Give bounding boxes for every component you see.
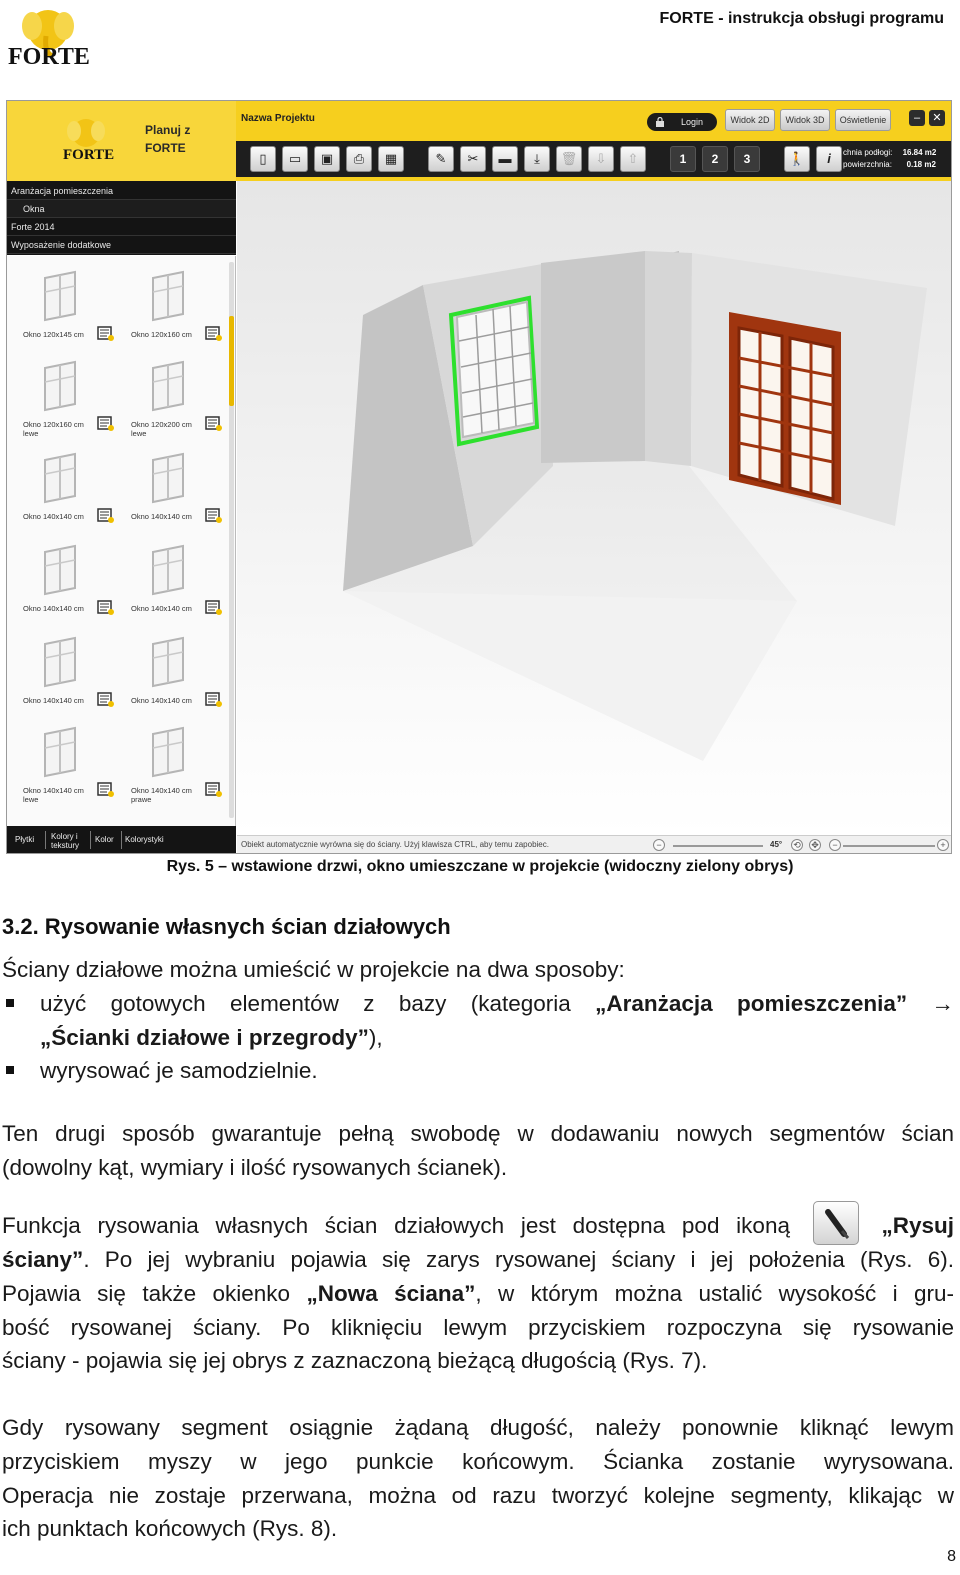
back-wall-mid [645,251,692,466]
catalog-item-variant: lewe [131,429,147,438]
login-label: Login [681,117,704,127]
film-1-icon[interactable]: 1 [670,146,696,172]
statusbar [237,835,952,854]
catalog-item-variant: lewe [23,429,39,438]
import-icon[interactable]: ⇩ [588,146,614,172]
3d-viewport[interactable] [237,181,952,835]
paragraph-3-lead: Funkcja rysowania własnych ścian działowych jest dostępna pod ikoną [2,1213,790,1238]
window-thumbnail-icon [37,360,83,412]
monitor-icon[interactable]: ▬ [492,146,518,172]
window-thumbnail-icon [145,636,191,688]
catalog-item-label [131,512,211,521]
catalog-item-size: Okno 140x140 cm [23,512,84,521]
open-folder-icon[interactable]: ▭ [282,146,308,172]
catalog-item-label [23,786,103,804]
floor-area-value: 16.84 m2 [902,148,937,157]
intro-paragraph: Ściany działowe można umieścić w projekcie na dwa sposoby: [2,957,625,982]
window-thumbnail-icon [37,636,83,688]
item-details-icon[interactable] [205,416,223,432]
film-3-icon[interactable]: 3 [734,146,760,172]
bullet-1-subcategory: „Ścianki działowe i przegrody” [40,1025,369,1050]
bullet-1-line-2 [40,1021,954,1055]
menu-item-windows[interactable]: Okna [7,200,236,218]
catalog-item-label [23,604,103,613]
catalog-item-window[interactable] [15,270,120,360]
catalog-item-label [23,696,103,705]
angle-slider[interactable] [843,845,935,847]
window-thumbnail-icon [145,726,191,778]
catalog-item-size: Okno 120x160 cm [131,330,192,339]
paragraph-3-line-4: bość rysowanej ściany. Po kliknięciu lewym przyciskiem rozpoczyna się rysowanie [2,1315,954,1340]
item-details-icon[interactable] [97,416,115,432]
catalog-item-size: Okno 140x140 cm [23,604,84,613]
new-file-icon[interactable]: ▯ [250,146,276,172]
paragraph-3-line-3 [2,1277,954,1311]
trash-icon[interactable]: 🗑 [556,146,582,172]
catalog-item-window[interactable] [123,270,228,360]
catalog-item-size: Okno 140x140 cm [23,786,84,795]
forte-app-logo [57,115,115,163]
window-thumbnail-icon [37,544,83,596]
tab-separator [45,831,46,849]
close-icon[interactable]: ✕ [929,110,945,126]
page-number: 8 [947,1548,956,1565]
tab-separator [90,831,91,849]
paragraph-3-line-2 [2,1243,954,1277]
floor-area-label: chnia podłogi: [843,148,893,157]
window-thumbnail-icon [37,452,83,504]
zoom-in-icon[interactable]: + [937,839,949,851]
zoom-slider[interactable] [673,845,763,847]
catalog-item-window[interactable] [15,544,120,634]
document-header-title: FORTE - instrukcja obsługi programu [659,10,944,27]
app-brand-text [145,121,190,157]
bottom-tabs [7,826,236,854]
bullet-marker [6,1066,14,1074]
export-icon[interactable]: ⇧ [620,146,646,172]
paragraph-3-line-3-rest: , w którym można ustalić wysokość i gru- [475,1281,954,1306]
catalog-item-variant: lewe [23,795,39,804]
move-icon[interactable]: ✥ [809,839,821,851]
catalog-item-window[interactable] [123,544,228,634]
item-details-icon[interactable] [97,326,115,342]
menu-item-forte-2014[interactable]: Forte 2014 [7,218,236,236]
catalog-item-label [23,330,103,339]
draw-walls-pencil-icon [813,1201,859,1245]
paragraph-4-line-2: przyciskiem myszy w jego punkcie końcowym. Ścianka zostanie wyrysowana. [2,1449,954,1474]
catalog-item-size: Okno 140x140 cm [131,696,192,705]
pan-minus-icon[interactable]: − [829,839,841,851]
catalog-item-window[interactable] [123,452,228,542]
catalog-item-window[interactable] [123,726,228,816]
arrow-icon: → [931,991,954,1016]
project-name[interactable]: Nazwa Projektu [241,113,315,124]
figure-caption: Rys. 5 – wstawione drzwi, okno umieszczane w projekcie (widoczny zielony obrys) [166,858,794,875]
item-details-icon[interactable] [205,326,223,342]
lighting-button[interactable]: Oświetlenie [835,109,891,131]
item-details-icon[interactable] [97,600,115,616]
app-brand-panel [7,101,236,181]
catalog-item-window[interactable] [15,360,120,450]
paragraph-2-line-1: Ten drugi sposób gwarantuje pełną swobodę w dodawaniu nowych segmentów ścian [2,1121,954,1146]
tab-color[interactable]: Kolor [95,835,114,844]
draw-walls-icon[interactable]: ✎ [428,146,454,172]
catalog-item-label [131,696,211,705]
film-2-icon[interactable]: 2 [702,146,728,172]
catalog-item-size: Okno 120x160 cm [23,420,84,429]
main-toolbar [236,141,952,177]
view-2d-button[interactable]: Widok 2D [725,109,775,131]
draw-walls-label-end: ściany” [2,1247,84,1272]
catalog-item-window[interactable] [15,636,120,726]
catalog-item-window[interactable] [15,726,120,816]
lock-icon [656,117,664,127]
bullet-1-lead: użyć gotowych elementów z bazy (kategoria [40,991,596,1016]
brand-line-1: Planuj z [145,123,191,137]
tab-colors-line2: tekstury [51,841,80,850]
catalog-item-size: Okno 140x140 cm [131,604,192,613]
brand-line-2: FORTE [145,141,186,155]
paragraph-3-line-2-rest: . Po jej wybraniu pojawia się zarys rysowanej ściany i jej położenia (Rys. 6). [83,1247,954,1272]
category-menu [7,181,236,255]
menu-item-room-arrangement[interactable]: Aranżacja pomieszczenia [7,182,236,200]
bullet-marker [6,999,14,1007]
tab-colors-line1: Kolory i [51,832,78,841]
tab-colors-textures[interactable] [51,832,79,850]
catalog-item-label [131,786,211,804]
bullet-1-category: „Aranżacja pomieszczenia” [595,991,908,1016]
catalog-item-size: Okno 120x145 cm [23,330,84,339]
forte-logo [6,6,96,68]
catalog-panel [7,256,236,826]
item-details-icon[interactable] [97,508,115,524]
window-thumbnail-icon [37,270,83,322]
item-details-icon[interactable] [205,692,223,708]
catalog-item-window[interactable] [123,360,228,450]
catalog-item-window[interactable] [15,452,120,542]
item-details-icon[interactable] [97,692,115,708]
catalog-item-size: Okno 140x140 cm [131,786,192,795]
bullet-1-end: ), [368,1025,383,1050]
svg-text:FORTE: FORTE [63,147,115,163]
login-button[interactable] [647,113,717,131]
catalog-item-size: Okno 140x140 cm [23,696,84,705]
bullet-item-2 [2,1054,954,1088]
app-screenshot [6,100,952,854]
rotate-icon[interactable]: ⟲ [791,839,803,851]
paragraph-2-line-2: (dowolny kąt, wymiary i ilość rysowanych ścianek). [2,1155,508,1180]
catalog-item-label [23,512,103,521]
print-icon[interactable]: ⎙ [346,146,372,172]
item-details-icon[interactable] [97,782,115,798]
item-details-icon[interactable] [205,600,223,616]
catalog-item-window[interactable] [123,636,228,726]
window-thumbnail-icon [145,360,191,412]
paragraph-3-line-5: ściany - pojawia się jej obrys z zaznaczoną bieżącą długością (Rys. 7). [2,1348,708,1373]
bullet-1-line-1 [40,987,954,1021]
draw-walls-label-start: „Rysuj [881,1213,954,1238]
bullet-item-1 [2,987,954,1055]
catalog-item-label [131,420,211,438]
save-icon[interactable]: ▣ [314,146,340,172]
info-icon[interactable]: i [816,146,842,172]
section-title: 3.2. Rysowanie własnych ścian działowych [2,914,451,939]
table-icon[interactable]: ▦ [378,146,404,172]
window-thumbnail-icon [145,270,191,322]
tab-tiles[interactable]: Płytki [15,835,35,844]
tab-separator [121,831,122,849]
back-wall-left [541,251,645,463]
paragraph-4-line-3: Operacja nie zostaje przerwana, można od razu tworzyć kolejne segmenty, klikając w [2,1483,954,1508]
catalog-item-size: Okno 120x200 cm [131,420,192,429]
angle-value: 45° [770,840,783,849]
catalog-item-label [23,420,103,438]
area-info [843,147,936,171]
paragraph-3-line-3-lead: Pojawia się także okienko [2,1281,307,1306]
status-message: Obiekt automatycznie wyrówna się do ściany. Użyj klawisza CTRL, aby temu zapobiec. [241,840,549,849]
window-thumbnail-icon [37,726,83,778]
download-icon[interactable]: ⤓ [524,146,550,172]
catalog-scroll-thumb[interactable] [229,316,234,406]
view-3d-button[interactable]: Widok 3D [780,109,830,131]
paragraph-4-line-1: Gdy rysowany segment osiągnie żądaną długość, należy ponownie kliknąć lewym [2,1415,954,1440]
surface-area-label: powierzchnia: [843,160,892,169]
scissors-icon[interactable]: ✂ [460,146,486,172]
catalog-item-variant: prawe [131,795,152,804]
window-thumbnail-icon [145,544,191,596]
walk-icon[interactable]: 🚶 [784,146,810,172]
window-thumbnail-icon [145,452,191,504]
catalog-item-label [131,330,211,339]
bullet-2-text: wyrysować je samodzielnie. [40,1058,318,1083]
catalog-item-size: Okno 140x140 cm [131,512,192,521]
item-details-icon[interactable] [205,782,223,798]
tab-colorists[interactable]: Kolorystyki [125,835,164,844]
svg-text:FORTE: FORTE [8,44,90,68]
surface-area-value: 0.18 m2 [906,160,936,169]
paragraph-4-line-4: ich punktach końcowych (Rys. 8). [2,1516,338,1541]
new-wall-dialog-name: „Nowa ściana” [306,1281,476,1306]
catalog-item-label [131,604,211,613]
minimize-icon[interactable]: – [909,110,925,126]
item-details-icon[interactable] [205,508,223,524]
zoom-out-icon[interactable]: − [653,839,665,851]
menu-item-extra-equipment[interactable]: Wyposażenie dodatkowe [7,236,236,254]
